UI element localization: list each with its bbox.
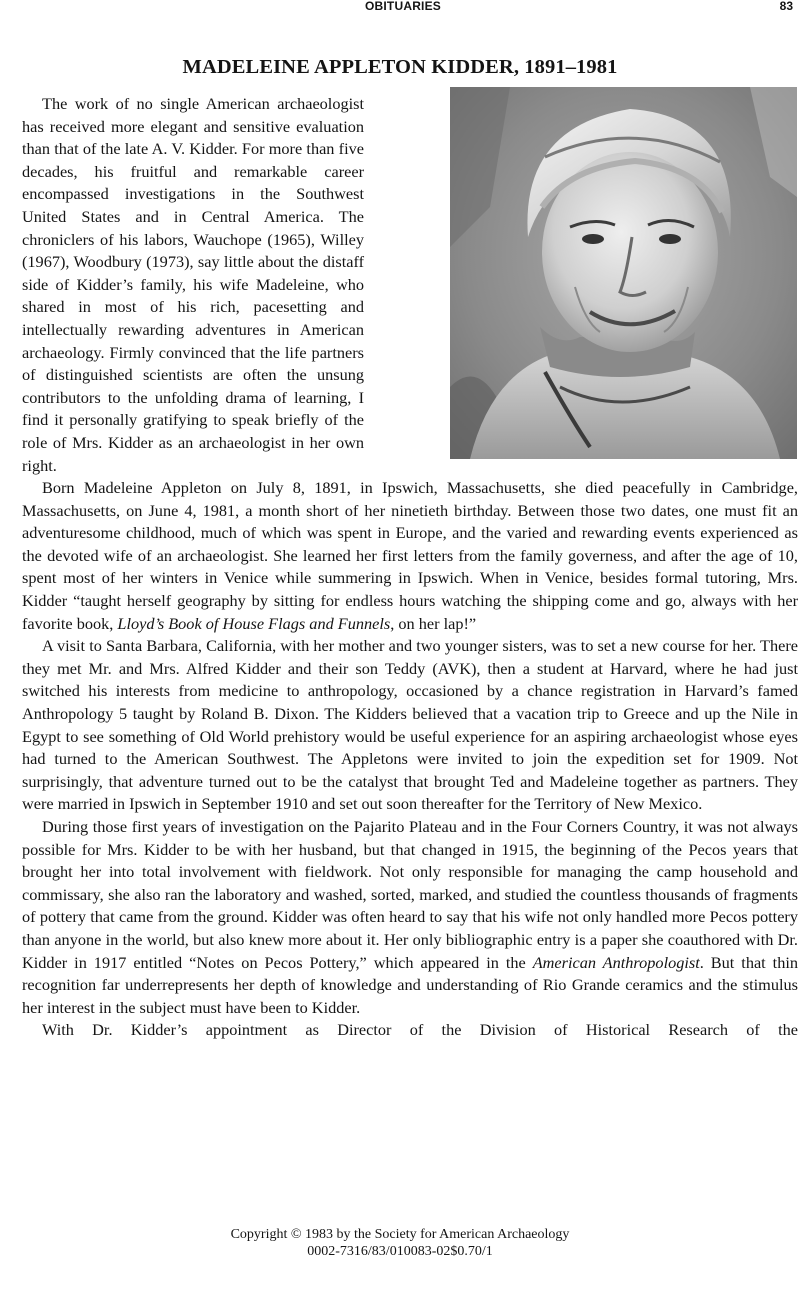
copyright-line: Copyright © 1983 by the Society for American Archaeology [230, 1227, 570, 1242]
text-run: . But that thin recognition far underrepresents her depth of knowledge and understanding of Rio Grande ceramics and the stimulus her interest in the subject must have been to Kidder. [22, 952, 798, 1017]
section-title: OBITUARIES [365, 0, 442, 13]
italic-title: Lloyd’s Book of House Flags and Funnels [117, 613, 391, 633]
copyright-footer [0, 1227, 800, 1260]
text-run: , on her lap!” [390, 613, 477, 633]
text-run: The work of no single American archaeologist has received more elegant and sensitive evaluation than that of the late A. V. Kidder. For more than five decades, his fruitful and remarkable career encompassed investigations in the Southwest United States and in Central America. The chroniclers of his labors, Wauchope (1965), Willey (1967), Woodbury (1973), say little about the distaff side of Kidder’s family, his wife Madeleine, who shared in most of his rich, pacesetting and intellectually rewarding adventures in American archaeology. Firmly convinced that the life partners of distinguished scientists are often the unsung contributors to the unfolding drama of learning, I find it personally gratifying to speak briefly of the role of Mrs. Kidder as an archaeologist in her own right. [22, 94, 364, 475]
paragraph [22, 635, 798, 816]
text-run: With Dr. Kidder’s appointment as Director of the Division of Historical Research of the [42, 1020, 798, 1040]
paragraph [22, 816, 798, 1019]
text-run: Born Madeleine Appleton on July 8, 1891, in Ipswich, Massachusetts, she died peacefully in Cambridge, Massachusetts, on June 4, 1981, a month short of her ninetieth birthday. Between those two dates, one must fit an adventuresome childhood, much of which was spent in Europe, and the varied and rewarding events experienced as the devoted wife of an archaeologist. She learned her first letters from the family governess, and after the age of 10, spent most of her winters in Venice while summering in Ipswich. When in Venice, besides formal tutoring, Mrs. Kidder “taught herself geography by sitting for endless hours watching the shipping come and go, always with her favorite book, [22, 478, 798, 633]
text-run: During those first years of investigation on the Pajarito Plateau and in the Four Corners Country, it was not always possible for Mrs. Kidder to be with her husband, but that changed in 1915, the beginning of the Pecos years that brought her into total involvement with fieldwork. Not only responsible for managing the camp household and commissary, she also ran the laboratory and washed, sorted, marked, and studied the countless thousands of fragments of pottery that came from the ground. Kidder was often heard to say that his wife not only handled more Pecos pottery than anyone in the world, but also knew more about it. Her only bibliographic entry is a paper she coauthored with Dr. Kidder in 1917 entitled “Notes on Pecos Pottery,” which appeared in the [22, 817, 798, 972]
photo-spacer [364, 93, 798, 460]
running-head [0, 0, 800, 14]
page-number: 83 [779, 0, 793, 13]
article-title: MADELEINE APPLETON KIDDER, 1891–1981 [182, 56, 618, 78]
article-body [22, 93, 798, 1042]
issn-code: 0002-7316/83/010083-02$0.70/1 [307, 1243, 493, 1259]
text-run: A visit to Santa Barbara, California, with her mother and two younger sisters, was to set a new course for her. There they met Mr. and Mrs. Alfred Kidder and their son Teddy (AVK), then a student at Harvard, where he had just switched his interests from medicine to anthropology, occasioned by a chance registration in Harvard’s famed Anthropology 5 taught by Roland B. Dixon. The Kidders believed that a vacation trip to Greece and up the Nile in Egypt to see something of Old World prehistory would be useful experience for an aspiring archaeologist whose eyes had turned to the American Southwest. The Appletons were invited to join the expedition set for 1909. Not surprisingly, that adventure turned out to be the catalyst that brought Ted and Madeleine together as partners. They were married in Ipswich in September 1910 and set out soon thereafter for the Territory of New Mexico. [22, 636, 798, 814]
italic-title: American Anthropologist [532, 952, 700, 972]
paragraph [22, 477, 798, 635]
paragraph [22, 1019, 798, 1042]
